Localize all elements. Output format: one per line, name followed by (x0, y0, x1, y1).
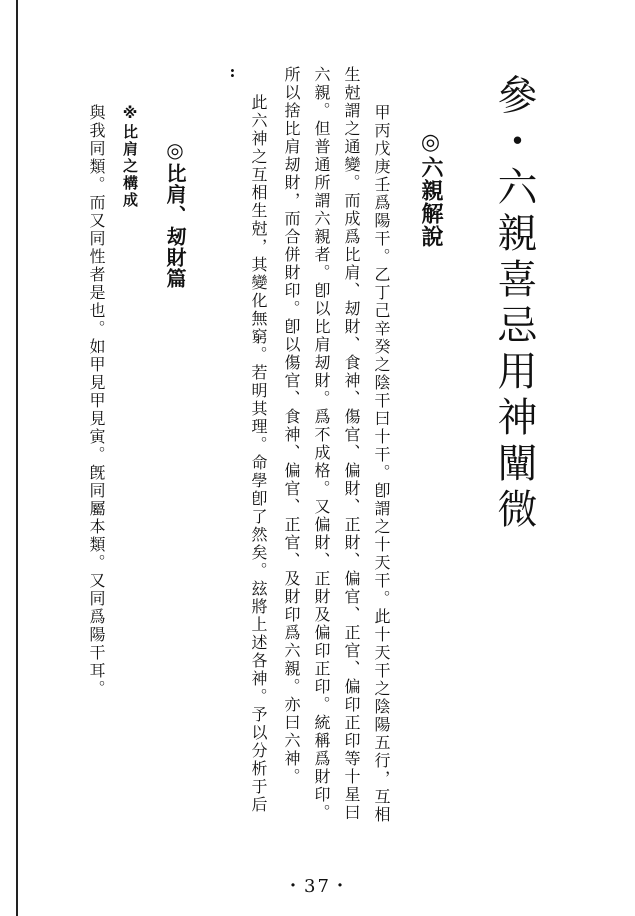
note-body: 與我同類。而又同性者是也。如甲見甲見寅。旣同屬本類。又同爲陽干耳。 (87, 104, 106, 698)
colon-mark: : (223, 62, 242, 81)
section-heading: ◎六親解說 (418, 130, 443, 248)
page-edge-line (16, 0, 18, 916)
sub-heading: ◎比肩、刼財篇 (163, 138, 187, 289)
note-heading: ※比肩之構成 (121, 104, 139, 209)
body-line-4: 所以捨比肩刼財，而合併財印。卽以傷官、食神、偏官、正官、及財印爲六親。亦曰六神。 (282, 66, 301, 786)
body-line-1: 甲丙戊庚壬爲陽干。乙丁己辛癸之陰干曰十干。卽謂之十天干。此十天干之陰陽五行，互相 (372, 104, 391, 824)
chapter-title: 參・六親喜忌用神闡微 (491, 74, 537, 534)
body-line-2: 生尅謂之通變。而成爲比肩、刼財、食神、傷官、偏財、正財、偏官、正官、偏印正印等十星曰 (342, 66, 361, 822)
page-number: ・37・ (284, 876, 351, 897)
body-line-3: 六親。但普通所謂六親者。卽以比肩刼財。爲不成格。又偏財、正財及偏印正印。統稱爲財印。 (312, 66, 331, 822)
body-line-5: 此六神之互相生尅，其變化無窮。若明其理。命學卽了然矣。玆將上述各神。予以分析于后 (249, 94, 268, 814)
